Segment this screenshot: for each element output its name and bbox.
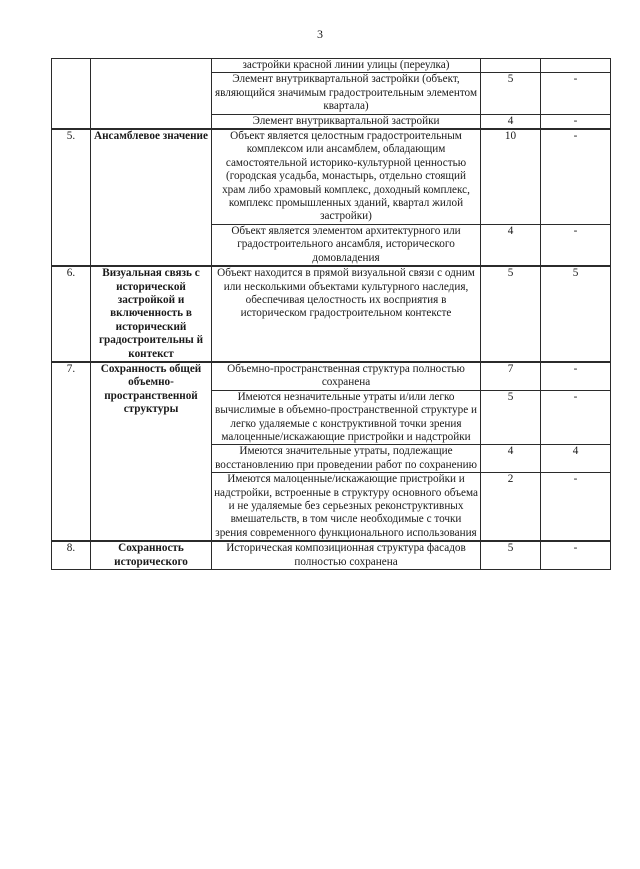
criterion-description: Объемно-пространственная структура полностью сохранена [212,362,481,390]
max-points: 10 [481,129,541,224]
assigned-points: - [541,129,611,224]
assigned-points: - [541,541,611,569]
criterion-name: Ансамблевое значение [91,129,212,266]
max-points: 5 [481,541,541,569]
criterion-description: Имеются незначительные утраты и/или легко вычислимые в объемно-пространственной структуре и легко удаляемые с конструктивной точки зрения малоценные/искажающие пристройки и надстройки [212,390,481,445]
criterion-description: Объект является элементом архитектурного или градостроительного ансамбля, исторического домовладения [212,224,481,266]
assigned-points: - [541,224,611,266]
max-points: 2 [481,473,541,542]
assigned-points: - [541,362,611,390]
max-points [481,59,541,73]
criterion-name: Сохранность общей объемно-пространственной структуры [91,362,212,541]
criterion-number: 7. [52,362,91,541]
page-number: 3 [317,27,323,41]
criterion-number [52,59,91,130]
max-points: 5 [481,266,541,362]
table-row [52,362,611,390]
criterion-name: Сохранность исторического [91,541,212,569]
criterion-number: 6. [52,266,91,362]
criterion-number: 8. [52,541,91,569]
assigned-points: 5 [541,266,611,362]
assigned-points [541,59,611,73]
criterion-description: Имеются значительные утраты, подлежащие восстановлению при проведении работ по сохранению [212,445,481,473]
criterion-description: Элемент внутриквартальной застройки (объект, являющийся значимым градостроительным элементом квартала) [212,73,481,114]
criterion-description: Имеются малоценные/искажающие пристройки и надстройки, встроенные в структуру основного объема и не удаляемые без серьезных реконструктивных вмешательств, в том числе необходимые с точки зрения современного функционального использования [212,473,481,542]
table-row [52,129,611,224]
max-points: 5 [481,73,541,114]
criterion-description: Историческая композиционная структура фасадов полностью сохранена [212,541,481,569]
criterion-description: Элемент внутриквартальной застройки [212,114,481,129]
criterion-description: застройки красной линии улицы (переулка) [212,59,481,73]
criterion-description: Объект является целостным градостроительным комплексом или ансамблем, обладающим самостоятельной историко-культурной ценностью (городская усадьба, монастырь, отдельно стоящий храм либо храмовый комплекс, доходный комплекс, комплекс промышленных зданий, квартал жилой застройки) [212,129,481,224]
table-row [52,59,611,73]
max-points: 7 [481,362,541,390]
table-row [52,541,611,569]
max-points: 4 [481,114,541,129]
max-points: 4 [481,224,541,266]
criterion-name: Визуальная связь с исторической застройкой и включенность в исторический градостроительны й контекст [91,266,212,362]
assigned-points: - [541,473,611,542]
assigned-points: - [541,114,611,129]
max-points: 4 [481,445,541,473]
assigned-points: - [541,73,611,114]
criterion-number: 5. [52,129,91,266]
criteria-table [51,58,611,570]
assigned-points: 4 [541,445,611,473]
criterion-name [91,59,212,130]
max-points: 5 [481,390,541,445]
criterion-description: Объект находится в прямой визуальной связи с одним или несколькими объектами культурного наследия, обеспечивая целостность их восприятия в историческом градостроительном контексте [212,266,481,362]
table-row [52,266,611,362]
assigned-points: - [541,390,611,445]
